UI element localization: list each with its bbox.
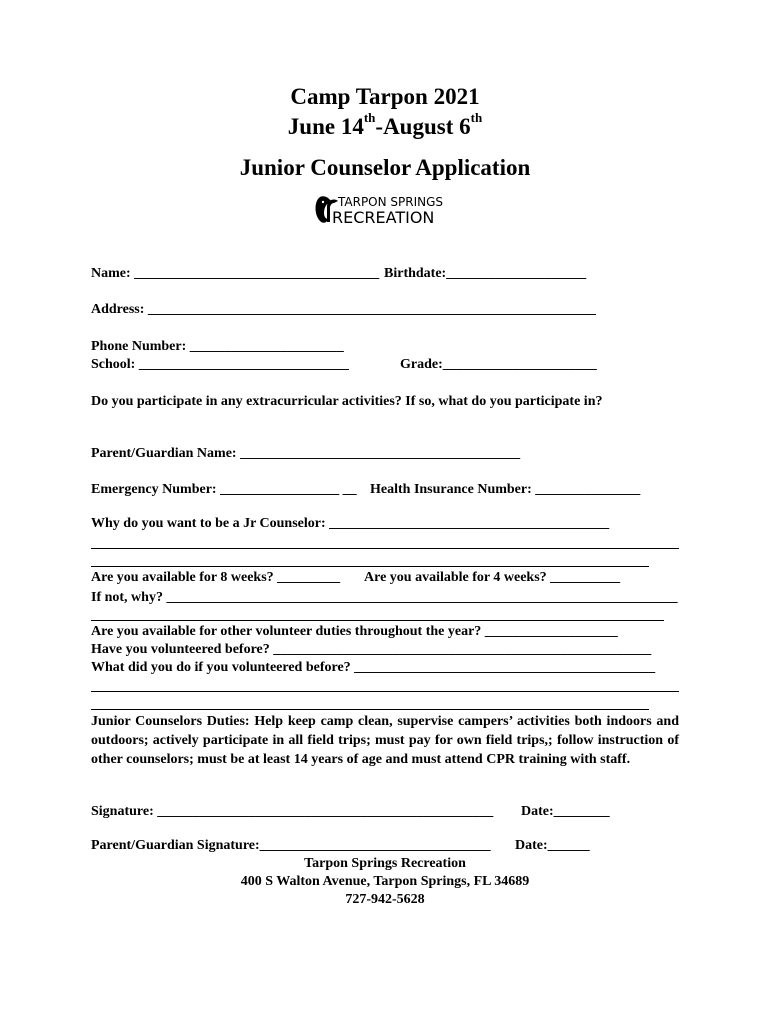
end-date: -August 6	[375, 114, 471, 139]
volunteer-answer-line-2[interactable]	[91, 709, 649, 710]
tarpon-springs-recreation-logo	[312, 189, 460, 231]
logo-line-1: TARPON SPRINGS	[338, 195, 444, 209]
end-date-suffix: th	[470, 110, 483, 126]
logo-line-2: RECREATION	[332, 208, 435, 227]
health-insurance-field[interactable]: Health Insurance Number: _______________	[370, 482, 641, 497]
why-answer-line-2[interactable]	[91, 566, 649, 567]
start-date: June 14	[287, 114, 364, 139]
birthdate-field[interactable]: Birthdate:____________________	[384, 266, 587, 281]
volunteered-before-field[interactable]: Have you volunteered before? ______________________________________________________	[91, 642, 652, 657]
parent-name-field[interactable]: Parent/Guardian Name: ________________________________________	[91, 446, 521, 461]
start-date-suffix: th	[363, 110, 376, 126]
emergency-number-field[interactable]: Emergency Number: _________________ __	[91, 482, 357, 497]
parent-signature-field[interactable]: Parent/Guardian Signature:_________________________________	[91, 838, 491, 853]
parent-signature-date-field[interactable]: Date:______	[515, 838, 590, 853]
footer-phone: 727-942-5628	[345, 892, 425, 907]
signature-date-field[interactable]: Date:________	[521, 804, 610, 819]
why-answer-line-1[interactable]	[91, 548, 679, 549]
volunteer-answer-line-1[interactable]	[91, 691, 679, 692]
phone-field[interactable]: Phone Number: ______________________	[91, 339, 344, 354]
duties-description: Junior Counselors Duties: Help keep camp clean, supervise campers’ activities both indoors and outdoors; actively participate in all field trips; must pay for own field trips,; follow instruction of other counselors; must be at least 14 years of age and must attend CPR training with staff.	[91, 714, 679, 767]
application-title: Junior Counselor Application	[239, 155, 531, 180]
volunteer-what-field[interactable]: What did you do if you volunteered before? ___________________________________________	[91, 660, 656, 675]
camp-dates	[0, 110, 770, 140]
activities-question: Do you participate in any extracurricular activities? If so, what do you participate in?	[91, 394, 603, 409]
available-8-weeks-field[interactable]: Are you available for 8 weeks? _________	[91, 570, 341, 585]
footer-address: 400 S Walton Avenue, Tarpon Springs, FL 34689	[240, 874, 530, 889]
if-not-answer-line[interactable]	[91, 620, 664, 621]
address-field[interactable]: Address: ________________________________________________________________	[91, 302, 596, 317]
available-4-weeks-field[interactable]: Are you available for 4 weeks? __________	[364, 570, 621, 585]
if-not-why-field[interactable]: If not, why? _________________________________________________________________________	[91, 590, 678, 605]
camp-title: Camp Tarpon 2021	[290, 84, 480, 109]
footer-org: Tarpon Springs Recreation	[304, 856, 466, 871]
volunteer-duties-field[interactable]: Are you available for other volunteer duties throughout the year? ___________________	[91, 624, 618, 639]
why-counselor-field[interactable]: Why do you want to be a Jr Counselor: ________________________________________	[91, 516, 610, 531]
grade-field[interactable]: Grade:______________________	[400, 357, 597, 372]
signature-field[interactable]: Signature: ________________________________________________	[91, 804, 494, 819]
pelican-logo-icon	[312, 189, 460, 231]
name-field[interactable]: Name: ___________________________________	[91, 266, 380, 281]
school-field[interactable]: School: ______________________________	[91, 357, 349, 372]
